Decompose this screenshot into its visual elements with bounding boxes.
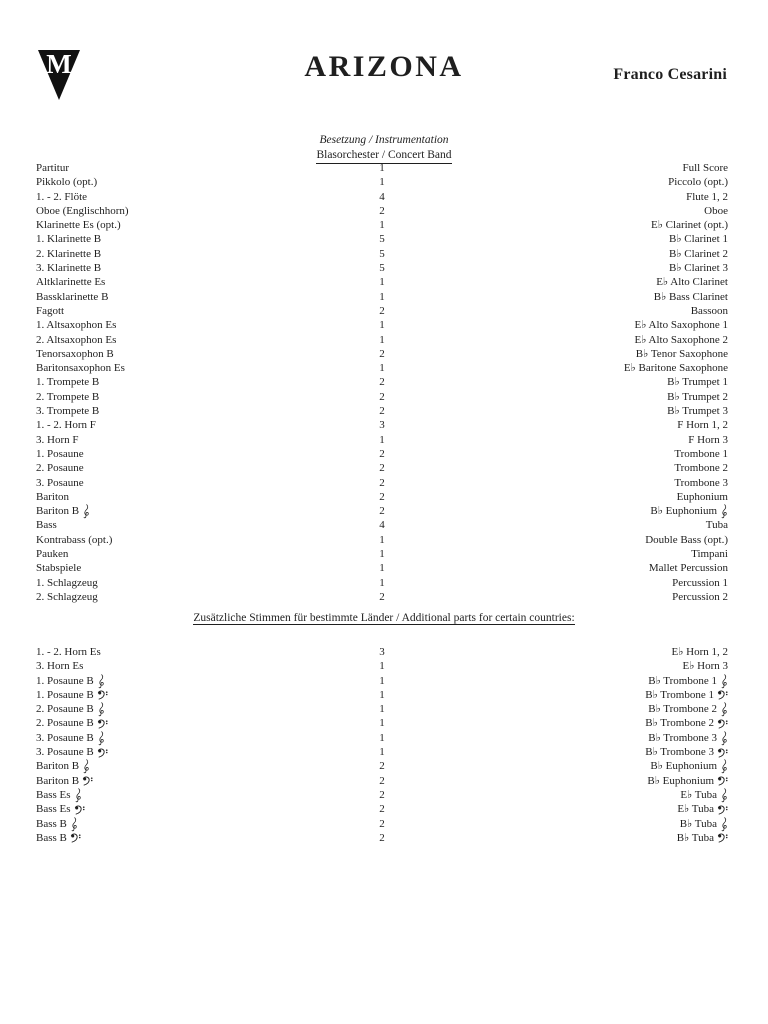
part-quantity: 2 [379,405,385,418]
english-instrument-name: E♭ Alto Clarinet [656,276,728,289]
german-instrument-name: 2. Trompete B [36,390,100,403]
german-instrument-name: Stabspiele [36,562,82,575]
german-instrument-name: 2. Posaune [36,462,84,475]
table-row [36,347,728,361]
bass-clef-icon [717,805,728,815]
english-instrument-name: E♭ Clarinet (opt.) [651,219,728,232]
table-row [36,375,728,389]
german-instrument-name: 3. Horn F [36,433,79,446]
part-quantity: 1 [379,717,385,730]
english-instrument-name: Flute 1, 2 [686,190,728,203]
english-instrument-name: B♭ Trombone 1 [397,674,728,689]
german-instrument-name: Fagott [36,304,65,317]
bass-clef-icon [717,833,728,843]
treble-clef-icon [70,817,78,832]
german-instrument-name: Bassklarinette B [36,290,109,303]
english-instrument-name: F Horn 1, 2 [677,419,728,432]
part-quantity: 2 [379,505,385,518]
table-row [36,218,728,232]
part-quantity: 5 [379,247,385,260]
german-instrument-name: Bass Es [36,802,367,816]
table-row [36,247,728,261]
part-quantity: 1 [379,660,385,673]
treble-clef-icon [82,504,90,519]
german-instrument-name: 2. Schlagzeug [36,590,98,603]
treble-clef-icon [720,674,728,689]
table-row [36,447,728,461]
table-row [36,590,728,604]
table-row [36,774,728,788]
table-row [36,645,728,659]
part-quantity: 2 [379,774,385,787]
english-instrument-name: E♭ Baritone Saxophone [623,362,728,375]
german-instrument-name: Bariton B [36,774,367,788]
english-instrument-name: Bassoon [690,304,728,317]
english-instrument-name: B♭ Trumpet 1 [667,376,728,389]
english-instrument-name: Mallet Percussion [648,562,728,575]
english-instrument-name: B♭ Trombone 1 [397,688,728,702]
table-row [36,490,728,504]
treble-clef-icon [720,504,728,519]
treble-clef-icon [720,817,728,832]
part-quantity: 2 [379,447,385,460]
part-quantity: 2 [379,490,385,503]
german-instrument-name: 3. Horn Es [36,660,84,673]
table-row [36,688,728,702]
english-instrument-name: B♭ Clarinet 2 [669,247,728,260]
additional-parts-heading: Zusätzliche Stimmen für bestimmte Länder / Additional parts for certain countries: [193,612,575,624]
english-instrument-name: Timpani [691,548,728,561]
german-instrument-name: 3. Posaune B [36,745,367,759]
bass-clef-icon [97,748,108,758]
part-quantity: 1 [379,674,385,687]
part-quantity: 2 [379,476,385,489]
table-row [36,504,728,518]
bass-clef-icon [70,833,81,843]
table-row [36,659,728,673]
part-quantity: 1 [379,533,385,546]
bass-clef-icon [717,748,728,758]
part-quantity: 1 [379,576,385,589]
english-instrument-name: B♭ Trumpet 3 [667,405,728,418]
bass-clef-icon [717,776,728,786]
part-quantity: 3 [379,419,385,432]
english-instrument-name: B♭ Tuba [397,831,728,845]
part-quantity: 1 [379,703,385,716]
part-quantity: 5 [379,262,385,275]
table-row [36,817,728,831]
german-instrument-name: Baritonsaxophon Es [36,362,125,375]
german-instrument-name: Tenorsaxophon B [36,347,114,360]
english-instrument-name: B♭ Trombone 2 [397,716,728,730]
bass-clef-icon [74,805,85,815]
treble-clef-icon [74,788,82,803]
english-instrument-name: Full Score [682,162,728,174]
german-instrument-name: 1. - 2. Flöte [36,190,88,203]
table-row [36,831,728,845]
part-quantity: 2 [379,817,385,830]
part-quantity: 2 [379,788,385,801]
part-quantity: 1 [379,548,385,561]
english-instrument-name: Trombone 2 [674,462,728,475]
table-row [36,547,728,561]
german-instrument-name: 3. Posaune B [36,731,367,746]
english-instrument-name: Tuba [705,519,728,532]
treble-clef-icon [82,759,90,774]
table-row [36,759,728,773]
german-instrument-name: Bass B [36,817,367,832]
german-instrument-name: Kontrabass (opt.) [36,533,113,546]
table-row [36,404,728,418]
heading-band-type: Blasorchester / Concert Band [0,148,768,164]
german-instrument-name: 2. Altsaxophon Es [36,333,117,346]
part-quantity: 1 [379,319,385,332]
part-quantity: 3 [379,646,385,658]
part-quantity: 1 [379,162,385,174]
english-instrument-name: B♭ Clarinet 3 [669,262,728,275]
part-quantity: 4 [379,190,385,203]
english-instrument-name: Percussion 2 [672,590,728,603]
treble-clef-icon [97,674,105,689]
english-instrument-name: Euphonium [676,490,728,503]
table-row [36,461,728,475]
german-instrument-name: 2. Posaune B [36,716,367,730]
table-row [36,361,728,375]
table-row [36,788,728,802]
part-quantity: 1 [379,276,385,289]
german-instrument-name: 1. Altsaxophon Es [36,319,117,332]
table-row [36,290,728,304]
table-row [36,390,728,404]
german-instrument-name: Pauken [36,548,69,561]
german-instrument-name: Bass Es [36,788,367,803]
english-instrument-name: Piccolo (opt.) [668,176,728,189]
english-instrument-name: Trombone 3 [674,476,728,489]
table-row [36,674,728,688]
part-quantity: 1 [379,176,385,189]
table-row [36,518,728,532]
english-instrument-name: F Horn 3 [688,433,728,446]
german-instrument-name: Bass B [36,831,367,845]
english-instrument-name: E♭ Alto Saxophone 1 [634,319,728,332]
additional-parts-table [36,645,728,845]
part-quantity: 1 [379,746,385,759]
english-instrument-name: E♭ Tuba [397,802,728,816]
part-quantity: 2 [379,590,385,603]
german-instrument-name: 2. Posaune B [36,702,367,717]
german-instrument-name: 1. Schlagzeug [36,576,98,589]
german-instrument-name: 3. Trompete B [36,405,100,418]
part-quantity: 2 [379,803,385,816]
treble-clef-icon [720,702,728,717]
english-instrument-name: B♭ Trombone 3 [397,745,728,759]
english-instrument-name: B♭ Euphonium [397,759,728,774]
english-instrument-name: Double Bass (opt.) [645,533,728,546]
bass-clef-icon [97,690,108,700]
instrumentation-heading [0,133,768,164]
bass-clef-icon [717,690,728,700]
german-instrument-name: 1. Posaune [36,447,84,460]
treble-clef-icon [720,759,728,774]
english-instrument-name: B♭ Bass Clarinet [653,290,728,303]
logo-letter: M [46,49,72,79]
part-quantity: 1 [379,433,385,446]
table-row [36,702,728,716]
english-instrument-name: E♭ Horn 1, 2 [671,646,728,658]
english-instrument-name: Trombone 1 [674,447,728,460]
table-row [36,304,728,318]
table-row [36,261,728,275]
english-instrument-name: Oboe [704,204,728,217]
part-quantity: 2 [379,831,385,844]
part-quantity: 1 [379,333,385,346]
table-row [36,433,728,447]
part-quantity: 2 [379,390,385,403]
treble-clef-icon [97,702,105,717]
part-quantity: 2 [379,462,385,475]
table-row [36,716,728,730]
part-quantity: 5 [379,233,385,246]
german-instrument-name: Bass [36,519,57,532]
table-row [36,476,728,490]
german-instrument-name: 1. Trompete B [36,376,100,389]
part-quantity: 1 [379,219,385,232]
table-row [36,175,728,189]
table-row [36,576,728,590]
main-instrumentation-table [36,161,728,604]
english-instrument-name: B♭ Clarinet 1 [669,233,728,246]
german-instrument-name: Partitur [36,162,69,174]
table-row [36,318,728,332]
german-instrument-name: 2. Klarinette B [36,247,102,260]
bass-clef-icon [97,719,108,729]
german-instrument-name: Bariton [36,490,69,503]
part-quantity: 2 [379,304,385,317]
part-quantity: 1 [379,290,385,303]
bass-clef-icon [717,719,728,729]
table-row [36,731,728,745]
part-quantity: 2 [379,376,385,389]
table-row [36,204,728,218]
table-row [36,190,728,204]
english-instrument-name: B♭ Trumpet 2 [667,390,728,403]
german-instrument-name: 3. Klarinette B [36,262,102,275]
part-quantity: 4 [379,519,385,532]
german-instrument-name: 1. - 2. Horn F [36,419,96,432]
page-title: ARIZONA [304,50,464,83]
table-row [36,802,728,816]
english-instrument-name: B♭ Trombone 2 [397,702,728,717]
bass-clef-icon [82,776,93,786]
table-row [36,533,728,547]
table-row [36,333,728,347]
german-instrument-name: 1. Posaune B [36,688,367,702]
composer-name: Franco Cesarini [613,66,727,83]
english-instrument-name: B♭ Euphonium [397,504,728,519]
german-instrument-name: Altklarinette Es [36,276,106,289]
treble-clef-icon [720,788,728,803]
english-instrument-name: B♭ Euphonium [397,774,728,788]
treble-clef-icon [720,731,728,746]
german-instrument-name: Oboe (Englischhorn) [36,204,129,217]
treble-clef-icon [97,731,105,746]
english-instrument-name: E♭ Alto Saxophone 2 [634,333,728,346]
part-quantity: 1 [379,562,385,575]
german-instrument-name: Pikkolo (opt.) [36,176,98,189]
part-quantity: 1 [379,731,385,744]
part-quantity: 2 [379,204,385,217]
german-instrument-name: 1. - 2. Horn Es [36,646,101,658]
table-row [36,161,728,175]
german-instrument-name: 1. Klarinette B [36,233,102,246]
english-instrument-name: E♭ Tuba [397,788,728,803]
part-quantity: 1 [379,362,385,375]
german-instrument-name: Bariton B [36,759,367,774]
german-instrument-name: 1. Posaune B [36,674,367,689]
part-quantity: 2 [379,760,385,773]
table-row [36,232,728,246]
table-row [36,561,728,575]
german-instrument-name: 3. Posaune [36,476,84,489]
table-row [36,418,728,432]
english-instrument-name: B♭ Trombone 3 [397,731,728,746]
heading-besetzung: Besetzung / Instrumentation [319,134,449,146]
english-instrument-name: Percussion 1 [672,576,728,589]
part-quantity: 2 [379,347,385,360]
table-row [36,275,728,289]
english-instrument-name: B♭ Tuba [397,817,728,832]
german-instrument-name: Bariton B [36,504,367,519]
english-instrument-name: B♭ Tenor Saxophone [635,347,728,360]
german-instrument-name: Klarinette Es (opt.) [36,219,121,232]
english-instrument-name: E♭ Horn 3 [682,660,728,673]
table-row [36,745,728,759]
part-quantity: 1 [379,688,385,701]
